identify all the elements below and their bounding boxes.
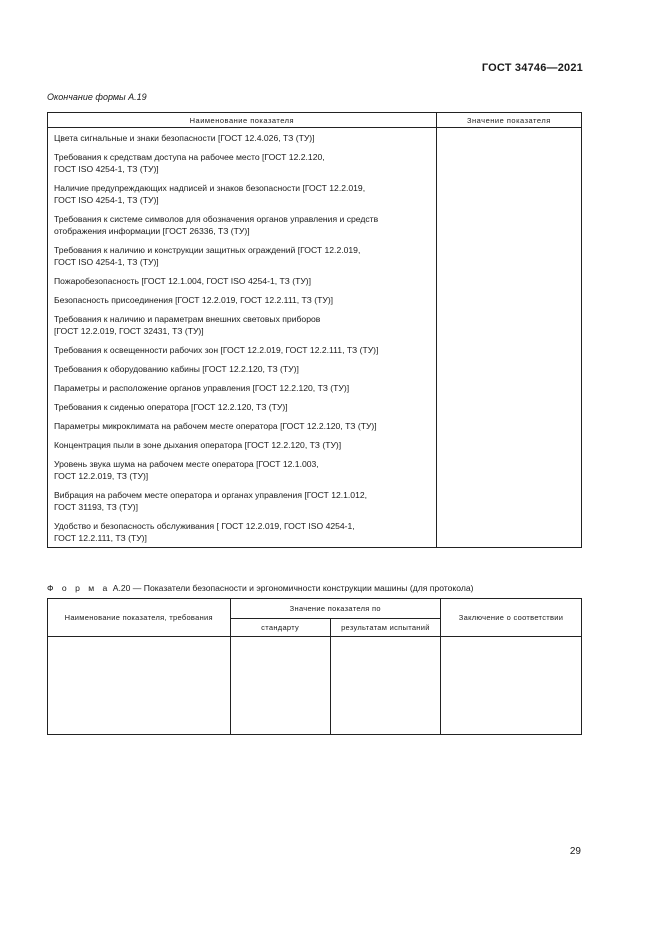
form-a19-caption: Окончание формы А.19 <box>47 92 147 102</box>
indicator-item <box>48 340 436 359</box>
indicator-item <box>48 178 436 209</box>
indicator-list-cell <box>48 128 437 548</box>
empty-cell <box>441 637 582 735</box>
indicator-item-line: Концентрация пыли в зоне дыхания оператора [ГОСТ 12.2.120, ТЗ (ТУ)] <box>54 440 342 450</box>
indicator-item-line: Безопасность присоединения [ГОСТ 12.2.019, ГОСТ 12.2.111, ТЗ (ТУ)] <box>54 295 334 305</box>
indicator-item-line: Цвета сигнальные и знаки безопасности [ГОСТ 12.4.026, ТЗ (ТУ)] <box>54 133 315 143</box>
form-a19-body-row <box>48 128 582 548</box>
form-a20-caption-text: А.20 — Показатели безопасности и эргономичности конструкции машины (для протокола) <box>110 583 474 593</box>
indicator-item <box>48 128 436 147</box>
form-a20-header-row-1 <box>48 599 582 619</box>
indicator-item-line: Параметры микроклимата на рабочем месте оператора [ГОСТ 12.2.120, ТЗ (ТУ)] <box>54 421 377 431</box>
column-header-value: Значение показателя <box>436 113 581 128</box>
indicator-item <box>48 416 436 435</box>
indicator-item-line: Требования к наличию и параметрам внешних световых приборов <box>54 314 321 324</box>
indicator-item-line: Уровень звука шума на рабочем месте оператора [ГОСТ 12.1.003, <box>54 459 319 469</box>
indicator-item <box>48 209 436 240</box>
indicator-item-line: Требования к оборудованию кабины [ГОСТ 12.2.120, ТЗ (ТУ)] <box>54 364 299 374</box>
column-header-name-requirement: Наименование показателя, требования <box>48 599 231 637</box>
indicator-item <box>48 240 436 271</box>
indicator-item-line: отображения информации [ГОСТ 26336, ТЗ (ТУ)] <box>54 226 250 236</box>
form-a20-table <box>47 598 582 735</box>
indicator-item <box>48 397 436 416</box>
document-id: ГОСТ 34746—2021 <box>481 62 583 74</box>
indicator-item <box>48 435 436 454</box>
indicator-item-line: ГОСТ 12.2.019, ТЗ (ТУ)] <box>54 471 149 481</box>
indicator-item <box>48 454 436 485</box>
indicator-item-line: Вибрация на рабочем месте оператора и органах управления [ГОСТ 12.1.012, <box>54 490 368 500</box>
indicator-item <box>48 378 436 397</box>
indicator-item-line: Требования к наличию и конструкции защитных ограждений [ГОСТ 12.2.019, <box>54 245 361 255</box>
column-header-standard: стандарту <box>230 619 330 637</box>
indicator-item-line: ГОСТ ISO 4254-1, ТЗ (ТУ)] <box>54 164 159 174</box>
indicator-item-line: [ГОСТ 12.2.019, ГОСТ 32431, ТЗ (ТУ)] <box>54 326 204 336</box>
indicator-item-line: ГОСТ 12.2.111, ТЗ (ТУ)] <box>54 533 147 543</box>
column-header-name: Наименование показателя <box>48 113 437 128</box>
indicator-item-line: Параметры и расположение органов управления [ГОСТ 12.2.120, ТЗ (ТУ)] <box>54 383 350 393</box>
indicator-item-line: Наличие предупреждающих надписей и знаков безопасности [ГОСТ 12.2.019, <box>54 183 366 193</box>
indicator-item-line: ГОСТ 31193, ТЗ (ТУ)] <box>54 502 138 512</box>
indicator-item <box>48 485 436 516</box>
indicator-item-line: ГОСТ ISO 4254-1, ТЗ (ТУ)] <box>54 195 159 205</box>
form-a20-caption-prefix: Ф о р м а <box>47 583 111 593</box>
indicator-item <box>48 147 436 178</box>
indicator-item <box>48 516 436 547</box>
column-header-value-group: Значение показателя по <box>230 599 441 619</box>
form-a20-caption <box>47 583 474 593</box>
indicator-item-line: Удобство и безопасность обслуживания [ ГОСТ 12.2.019, ГОСТ ISO 4254-1, <box>54 521 355 531</box>
indicator-item-line: Требования к средствам доступа на рабочее место [ГОСТ 12.2.120, <box>54 152 325 162</box>
indicator-item <box>48 359 436 378</box>
indicator-item <box>48 290 436 309</box>
column-header-conclusion: Заключение о соответствии <box>441 599 582 637</box>
indicator-item-line: Требования к освещенности рабочих зон [ГОСТ 12.2.019, ГОСТ 12.2.111, ТЗ (ТУ)] <box>54 345 379 355</box>
column-header-test-results: результатам испытаний <box>330 619 440 637</box>
form-a19-table <box>47 112 582 548</box>
indicator-item-line: Пожаробезопасность [ГОСТ 12.1.004, ГОСТ ISO 4254-1, ТЗ (ТУ)] <box>54 276 312 286</box>
indicator-item <box>48 309 436 340</box>
empty-cell <box>230 637 330 735</box>
indicator-item <box>48 271 436 290</box>
empty-cell <box>48 637 231 735</box>
indicator-item-line: Требования к сиденью оператора [ГОСТ 12.2.120, ТЗ (ТУ)] <box>54 402 288 412</box>
indicator-item-line: ГОСТ ISO 4254-1, ТЗ (ТУ)] <box>54 257 159 267</box>
form-a19-header-row <box>48 113 582 128</box>
empty-cell <box>330 637 440 735</box>
form-a20-empty-row <box>48 637 582 735</box>
page-number: 29 <box>569 846 581 857</box>
indicator-item-line: Требования к системе символов для обозначения органов управления и средств <box>54 214 379 224</box>
value-cell <box>436 128 581 548</box>
